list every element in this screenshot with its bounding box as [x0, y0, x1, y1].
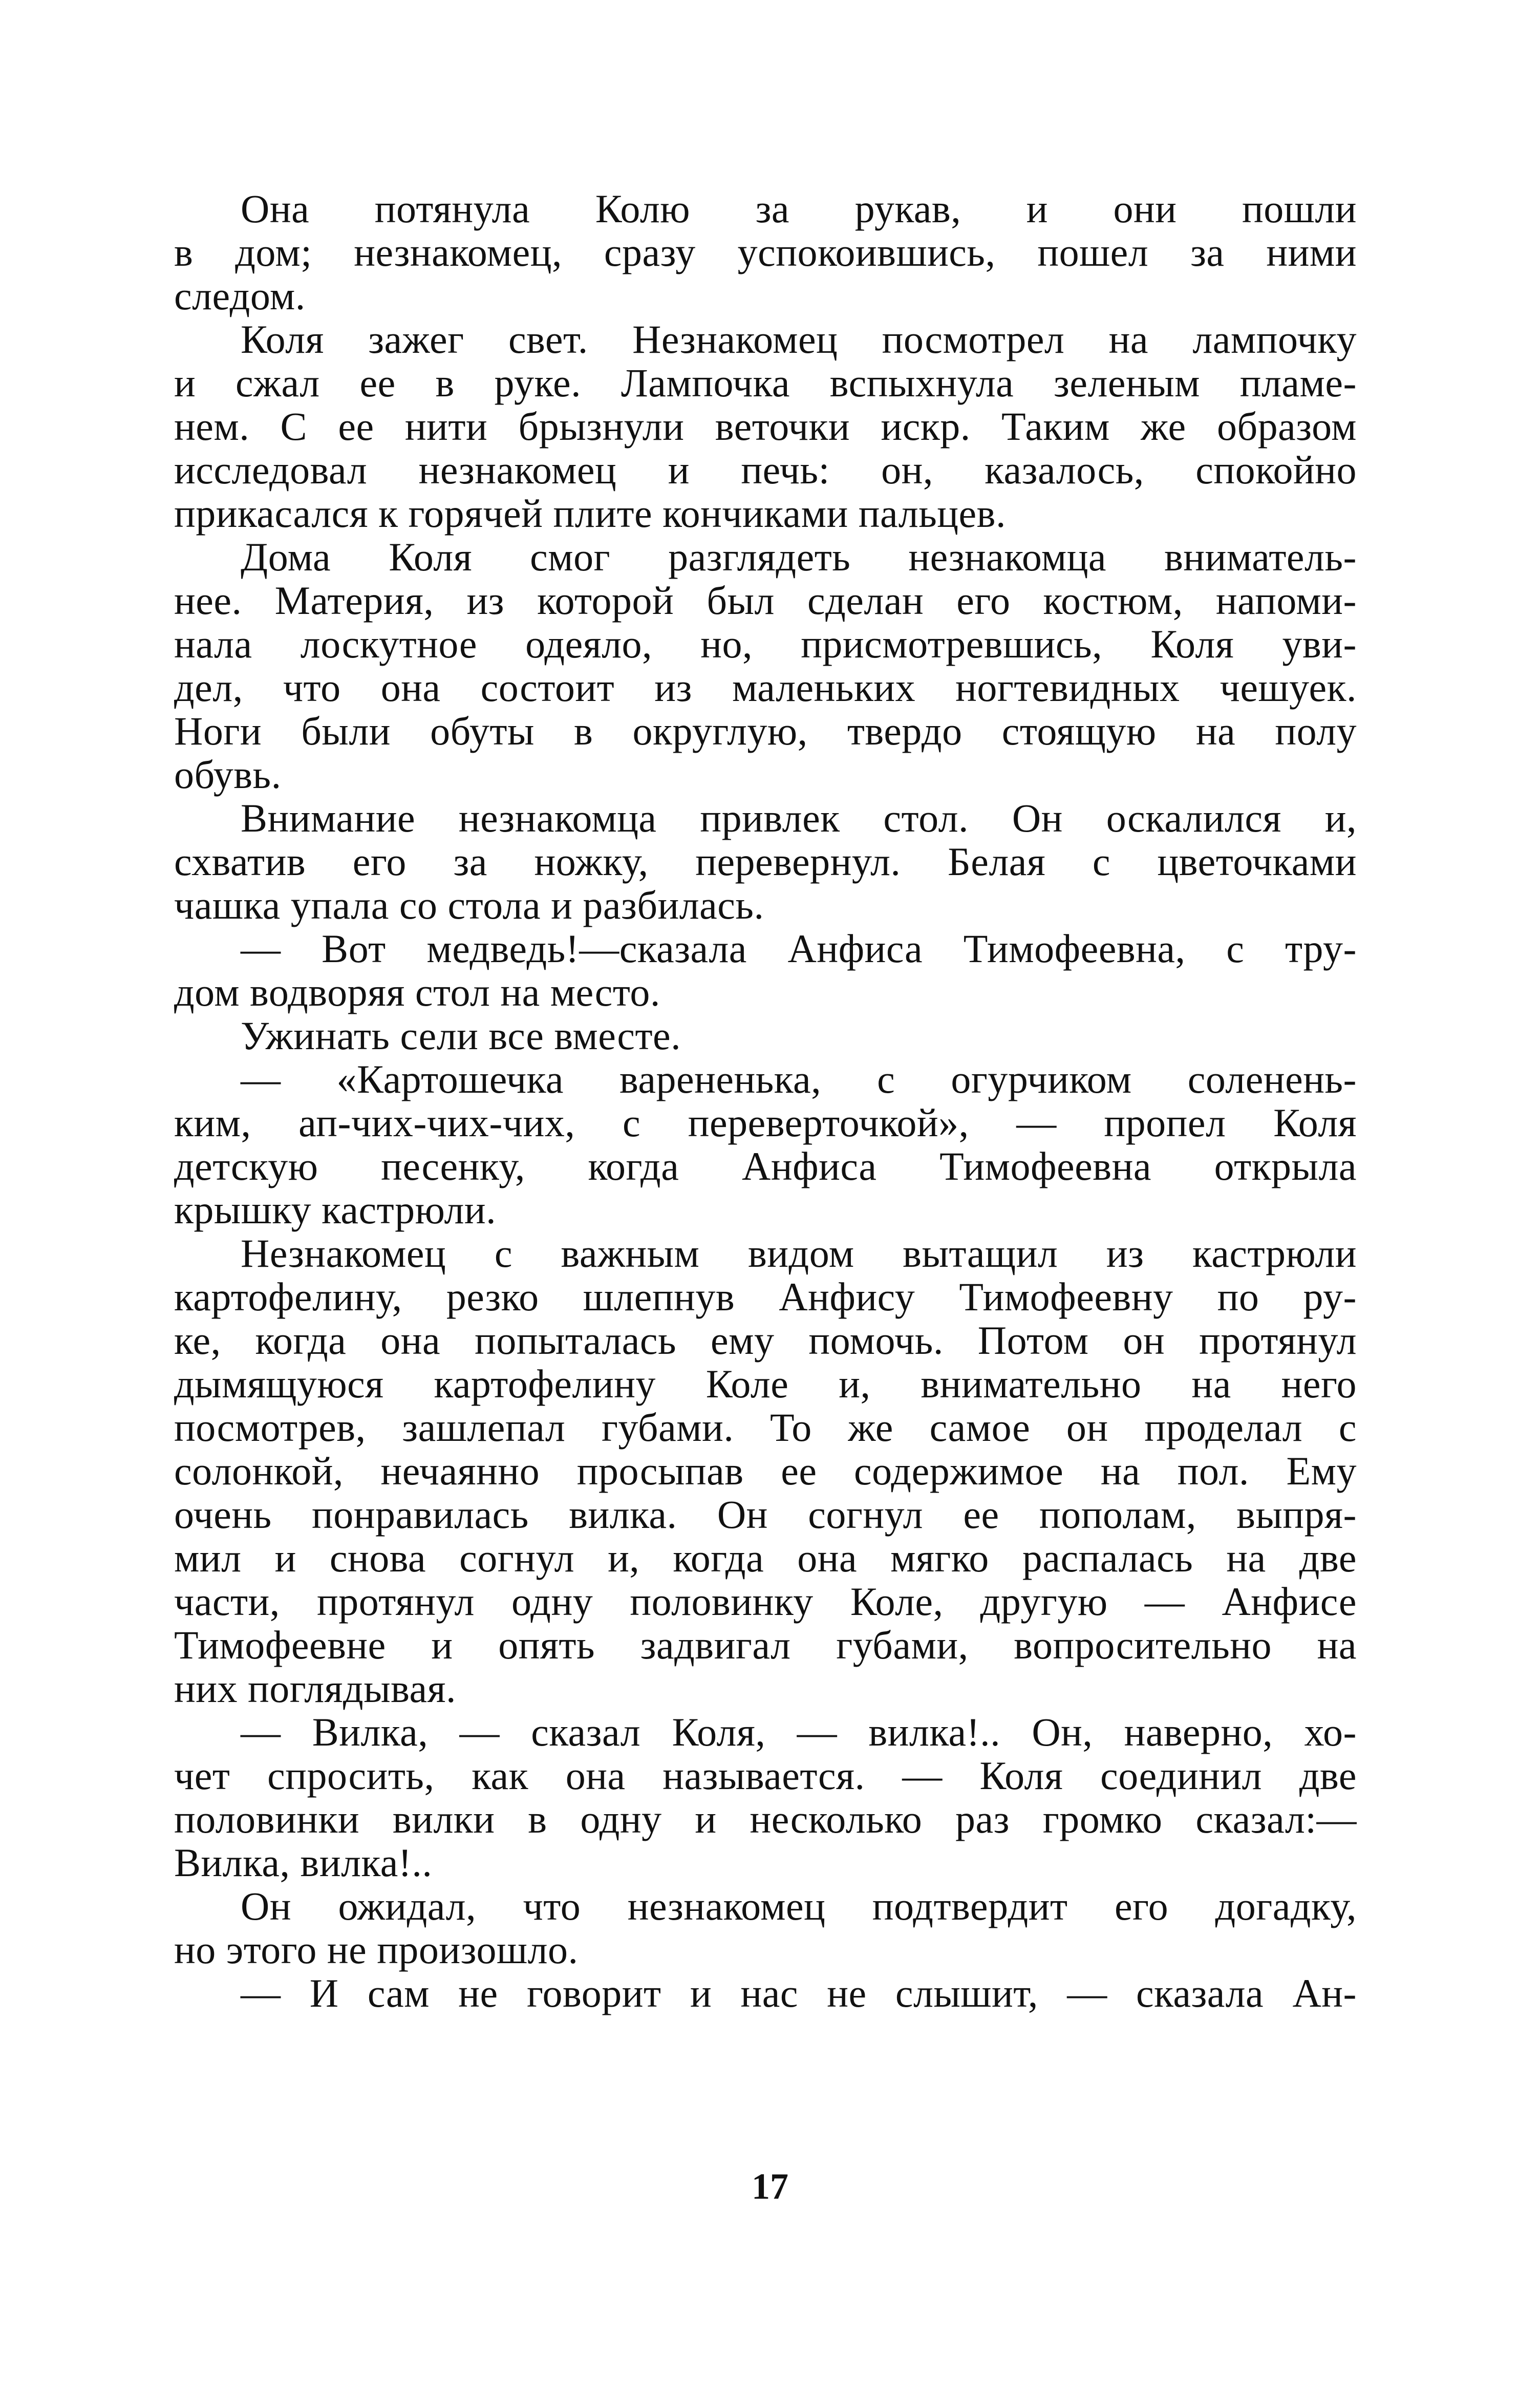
text-line: дом водворяя стол на место.: [174, 970, 660, 1014]
text-line: — Вот медведь!—сказала Анфиса Тимофеевна, с тру-: [241, 926, 1357, 971]
text-line: ке, когда она попыталась ему помочь. Потом он протянул: [174, 1318, 1357, 1363]
text-line: следом.: [174, 273, 306, 318]
text-line: Вилка, вилка!..: [174, 1840, 433, 1885]
text-line: Дома Коля смог разглядеть незнакомца вниматель-: [241, 535, 1357, 579]
text-line: и сжал ее в руке. Лампочка вспыхнула зеленым пламе-: [174, 360, 1357, 405]
text-line: прикасался к горячей плите кончиками пальцев.: [174, 491, 1006, 536]
text-line: — И сам не говорит и нас не слышит, — сказала Ан-: [241, 1971, 1357, 2015]
text-line: Ноги были обуты в округлую, твердо стоящую на полу: [174, 709, 1357, 753]
text-line: — Вилка, — сказал Коля, — вилка!.. Он, наверно, хо-: [241, 1710, 1357, 1754]
text-line: обувь.: [174, 752, 282, 797]
text-line: Он ожидал, что незнакомец подтвердит его догадку,: [241, 1884, 1357, 1928]
text-line: нала лоскутное одеяло, но, присмотревшись, Коля уви-: [174, 622, 1357, 666]
text-line: чашка упала со стола и разбилась.: [174, 883, 764, 927]
text-line: них поглядывая.: [174, 1666, 456, 1711]
page-number: 17: [752, 2166, 788, 2207]
text-line: Внимание незнакомца привлек стол. Он оскалился и,: [241, 796, 1357, 840]
text-line: Незнакомец с важным видом вытащил из кастрюли: [241, 1231, 1357, 1275]
text-line: Коля зажег свет. Незнакомец посмотрел на лампочку: [241, 317, 1357, 361]
text-line: очень понравилась вилка. Он согнул ее пополам, выпря-: [174, 1492, 1357, 1537]
text-line: дел, что она состоит из маленьких ногтевидных чешуек.: [174, 665, 1357, 710]
text-line: но этого не произошло.: [174, 1927, 579, 1972]
text-line: половинки вилки в одну и несколько раз громко сказал:—: [174, 1797, 1357, 1841]
text-line: Ужинать сели все вместе.: [241, 1013, 681, 1058]
text-line: мил и снова согнул и, когда она мягко распалась на две: [174, 1536, 1357, 1580]
text-line: ким, ап-чих-чих-чих, с переверточкой», — пропел Коля: [174, 1100, 1357, 1145]
text-line: детскую песенку, когда Анфиса Тимофеевна открыла: [174, 1144, 1357, 1188]
text-line: дымящуюся картофелину Коле и, внимательно на него: [174, 1362, 1357, 1406]
text-line: нем. С ее нити брызнули веточки искр. Таким же образом: [174, 404, 1357, 449]
text-line: чет спросить, как она называется. — Коля соединил две: [174, 1753, 1357, 1798]
text-line: нее. Материя, из которой был сделан его костюм, напоми-: [174, 578, 1357, 623]
text-line: солонкой, нечаянно просыпав ее содержимое на пол. Ему: [174, 1449, 1357, 1493]
text-line: исследовал незнакомец и печь: он, казалось, спокойно: [174, 448, 1357, 492]
text-line: части, протянул одну половинку Коле, другую — Анфисе: [174, 1579, 1357, 1624]
text-line: крышку кастрюли.: [174, 1187, 497, 1232]
text-line: схватив его за ножку, перевернул. Белая с цветочками: [174, 839, 1357, 884]
text-line: картофелину, резко шлепнув Анфису Тимофеевну по ру-: [174, 1274, 1357, 1319]
text-line: посмотрев, зашлепал губами. То же самое он проделал с: [174, 1405, 1357, 1450]
body-text: [174, 187, 1357, 2015]
text-line: Она потянула Колю за рукав, и они пошли: [241, 186, 1357, 231]
text-line: Тимофеевне и опять задвигал губами, вопросительно на: [174, 1623, 1357, 1667]
text-line: — «Картошечка варененька, с огурчиком соленень-: [241, 1057, 1357, 1101]
text-line: в дом; незнакомец, сразу успокоившись, пошел за ними: [174, 230, 1357, 274]
